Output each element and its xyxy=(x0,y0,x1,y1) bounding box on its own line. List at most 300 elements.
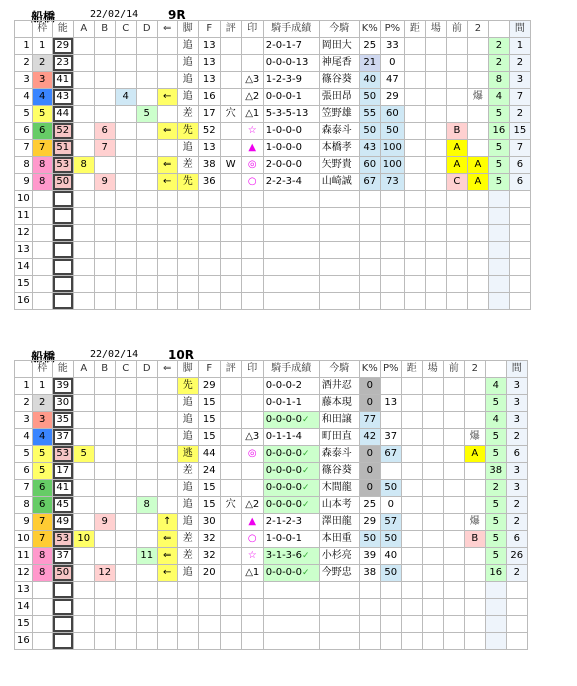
cell: 0-0-0-0✓ xyxy=(263,463,319,480)
cell xyxy=(115,242,136,259)
cell: 38 xyxy=(198,157,220,174)
header-cell xyxy=(15,21,33,38)
cell: 7 xyxy=(509,140,530,157)
cell: 13 xyxy=(380,395,401,412)
cell: 44 xyxy=(52,106,73,123)
header-cell: 2 xyxy=(464,361,485,378)
header-cell: C xyxy=(115,21,136,38)
table-row xyxy=(15,140,531,157)
cell xyxy=(220,191,241,208)
cell: 6 xyxy=(32,480,52,497)
cell: 0-0-0-0✓ xyxy=(263,412,319,429)
cell: 追 xyxy=(177,480,198,497)
cell xyxy=(136,208,157,225)
cell: 2 xyxy=(506,514,527,531)
cell xyxy=(464,378,485,395)
cell xyxy=(94,582,115,599)
cell: 5 xyxy=(488,140,509,157)
cell: 67 xyxy=(359,174,380,191)
cell: 2 xyxy=(509,55,530,72)
cell xyxy=(443,582,464,599)
header-cell: 前 xyxy=(443,361,464,378)
cell xyxy=(94,599,115,616)
cell: 本田重 xyxy=(319,531,359,548)
cell xyxy=(73,276,94,293)
header-cell: 場 xyxy=(422,361,443,378)
cell xyxy=(380,378,401,395)
cell xyxy=(220,531,241,548)
cell xyxy=(136,565,157,582)
cell xyxy=(380,242,404,259)
cell xyxy=(446,55,467,72)
header-cell: B xyxy=(94,21,115,38)
cell: 1-0-0-0 xyxy=(263,123,319,140)
cell xyxy=(94,208,115,225)
cell xyxy=(443,480,464,497)
cell xyxy=(52,225,73,242)
venue-title: 船橋 xyxy=(31,350,56,364)
cell: ◎ xyxy=(241,446,263,463)
cell xyxy=(263,225,319,242)
cell: 10 xyxy=(15,191,33,208)
cell: 50 xyxy=(52,565,73,582)
cell xyxy=(401,412,422,429)
race-number: 10R xyxy=(168,348,194,362)
cell xyxy=(94,429,115,446)
cell xyxy=(467,208,488,225)
cell: 5 xyxy=(485,548,506,565)
cell: 8 xyxy=(73,157,94,174)
cell xyxy=(136,395,157,412)
cell: 山崎誠 xyxy=(319,174,359,191)
cell: 37 xyxy=(52,548,73,565)
cell: ⇐ xyxy=(157,123,177,140)
header-cell: 枠 xyxy=(32,361,52,378)
cell xyxy=(157,395,177,412)
cell: 15 xyxy=(198,429,220,446)
cell xyxy=(464,616,485,633)
table-row xyxy=(15,106,531,123)
header-cell: 間 xyxy=(509,21,530,38)
cell: 5 xyxy=(485,531,506,548)
cell: 7 xyxy=(32,514,52,531)
cell: 4 xyxy=(32,89,52,106)
cell: ← xyxy=(157,174,177,191)
cell xyxy=(467,259,488,276)
cell xyxy=(73,242,94,259)
cell xyxy=(157,259,177,276)
cell: 0-0-0-13 xyxy=(263,55,319,72)
cell xyxy=(425,72,446,89)
cell xyxy=(198,599,220,616)
cell: 和田譲 xyxy=(319,412,359,429)
cell xyxy=(359,633,380,650)
cell xyxy=(136,463,157,480)
cell xyxy=(115,395,136,412)
cell xyxy=(52,293,73,310)
cell xyxy=(506,633,527,650)
cell: 2 xyxy=(506,429,527,446)
cell xyxy=(319,293,359,310)
cell xyxy=(422,565,443,582)
cell: 2-1-2-3 xyxy=(263,514,319,531)
cell xyxy=(425,174,446,191)
cell xyxy=(464,633,485,650)
cell xyxy=(319,259,359,276)
header-cell: 能 xyxy=(52,21,73,38)
cell xyxy=(263,633,319,650)
cell: 2-0-0-0 xyxy=(263,157,319,174)
cell xyxy=(94,633,115,650)
cell: 9 xyxy=(94,514,115,531)
cell xyxy=(467,293,488,310)
cell: 0-0-0-0✓ xyxy=(263,497,319,514)
cell xyxy=(380,616,401,633)
cell xyxy=(464,412,485,429)
cell xyxy=(198,225,220,242)
cell: 38 xyxy=(485,463,506,480)
cell: A xyxy=(467,157,488,174)
cell xyxy=(94,446,115,463)
cell: A xyxy=(464,446,485,463)
cell xyxy=(263,208,319,225)
cell: 先 xyxy=(177,123,198,140)
cell xyxy=(359,616,380,633)
cell xyxy=(380,633,401,650)
cell: 14 xyxy=(15,259,33,276)
cell xyxy=(241,55,263,72)
cell: 73 xyxy=(380,174,404,191)
cell: 30 xyxy=(52,395,73,412)
cell xyxy=(32,191,52,208)
cell xyxy=(422,497,443,514)
cell xyxy=(446,72,467,89)
cell xyxy=(443,616,464,633)
cell: 9 xyxy=(15,174,33,191)
check-icon: ✓ xyxy=(302,466,310,476)
header-cell xyxy=(485,361,506,378)
cell xyxy=(263,259,319,276)
cell xyxy=(443,497,464,514)
cell xyxy=(32,633,52,650)
cell: 4 xyxy=(15,89,33,106)
cell xyxy=(73,55,94,72)
cell xyxy=(404,191,425,208)
cell: 0-0-0-2 xyxy=(263,378,319,395)
cell: 3 xyxy=(32,72,52,89)
cell: 森泰斗 xyxy=(319,123,359,140)
cell: 4 xyxy=(485,378,506,395)
cell: 8 xyxy=(15,497,33,514)
cell xyxy=(52,191,73,208)
cell xyxy=(115,616,136,633)
cell xyxy=(73,429,94,446)
cell xyxy=(319,242,359,259)
cell: 16 xyxy=(198,89,220,106)
cell: 2 xyxy=(32,395,52,412)
cell xyxy=(157,140,177,157)
cell xyxy=(220,208,241,225)
cell xyxy=(404,89,425,106)
cell: 37 xyxy=(380,429,401,446)
cell xyxy=(464,548,485,565)
cell xyxy=(241,480,263,497)
race-date: 22/02/14 xyxy=(90,9,139,20)
cell xyxy=(220,616,241,633)
cell xyxy=(94,548,115,565)
cell xyxy=(94,38,115,55)
header-cell: 距 xyxy=(404,21,425,38)
table-row xyxy=(15,463,528,480)
cell xyxy=(32,599,52,616)
cell xyxy=(220,548,241,565)
cell xyxy=(404,293,425,310)
cell xyxy=(404,106,425,123)
cell xyxy=(177,242,198,259)
cell xyxy=(94,242,115,259)
cell: 1 xyxy=(15,38,33,55)
cell: 町田直 xyxy=(319,429,359,446)
cell: 2 xyxy=(488,38,509,55)
cell xyxy=(319,599,359,616)
table-row xyxy=(15,548,528,565)
cell: 32 xyxy=(198,548,220,565)
cell: 21 xyxy=(359,55,380,72)
table-row xyxy=(15,174,531,191)
cell: 45 xyxy=(52,497,73,514)
cell: ▲ xyxy=(241,140,263,157)
cell: 藤本現 xyxy=(319,395,359,412)
cell xyxy=(359,259,380,276)
cell xyxy=(136,531,157,548)
table-row xyxy=(15,429,528,446)
cell: 5 xyxy=(485,395,506,412)
cell: 追 xyxy=(177,38,198,55)
cell: 篠谷葵 xyxy=(319,72,359,89)
cell xyxy=(136,191,157,208)
cell xyxy=(73,259,94,276)
cell: 2 xyxy=(506,497,527,514)
cell xyxy=(115,208,136,225)
cell: 50 xyxy=(380,565,401,582)
cell xyxy=(73,191,94,208)
cell xyxy=(443,395,464,412)
header-cell: 2 xyxy=(467,21,488,38)
cell xyxy=(425,106,446,123)
header-cell: F xyxy=(198,361,220,378)
cell: 50 xyxy=(380,480,401,497)
cell xyxy=(115,463,136,480)
cell xyxy=(220,55,241,72)
cell: 0 xyxy=(359,446,380,463)
cell xyxy=(509,242,530,259)
cell: 7 xyxy=(94,140,115,157)
cell xyxy=(94,378,115,395)
cell xyxy=(241,378,263,395)
cell xyxy=(422,582,443,599)
cell: 50 xyxy=(359,531,380,548)
cell xyxy=(136,378,157,395)
cell xyxy=(422,514,443,531)
cell: 5 xyxy=(73,446,94,463)
cell: 森泰斗 xyxy=(319,446,359,463)
cell: 追 xyxy=(177,89,198,106)
header-cell: 今騎 xyxy=(319,21,359,38)
cell: 0 xyxy=(359,395,380,412)
cell xyxy=(241,38,263,55)
cell: ☆ xyxy=(241,123,263,140)
cell xyxy=(446,259,467,276)
cell: 12 xyxy=(15,225,33,242)
cell xyxy=(157,106,177,123)
cell xyxy=(380,225,404,242)
cell: 0 xyxy=(380,497,401,514)
cell xyxy=(94,157,115,174)
cell: 35 xyxy=(52,412,73,429)
cell xyxy=(157,599,177,616)
cell xyxy=(52,259,73,276)
cell: 4 xyxy=(32,429,52,446)
cell xyxy=(220,140,241,157)
cell: 8 xyxy=(15,157,33,174)
cell xyxy=(94,225,115,242)
cell: 2 xyxy=(506,565,527,582)
cell: 0-0-0-0✓ xyxy=(263,565,319,582)
cell: 53 xyxy=(52,531,73,548)
cell: 43 xyxy=(52,89,73,106)
cell xyxy=(220,225,241,242)
cell: 24 xyxy=(198,463,220,480)
cell: 52 xyxy=(52,123,73,140)
cell xyxy=(52,633,73,650)
cell xyxy=(380,582,401,599)
cell xyxy=(401,599,422,616)
cell xyxy=(425,208,446,225)
cell xyxy=(401,616,422,633)
cell: 3 xyxy=(15,412,33,429)
table-row xyxy=(15,531,528,548)
cell: 53 xyxy=(52,446,73,463)
cell: 29 xyxy=(380,89,404,106)
cell: 5 xyxy=(32,446,52,463)
cell xyxy=(220,514,241,531)
table-row xyxy=(15,446,528,463)
cell: ← xyxy=(157,89,177,106)
cell xyxy=(157,276,177,293)
cell: 29 xyxy=(52,38,73,55)
cell xyxy=(32,616,52,633)
cell xyxy=(115,157,136,174)
cell: 14 xyxy=(15,599,33,616)
cell xyxy=(488,293,509,310)
check-icon: ✓ xyxy=(302,415,310,425)
cell xyxy=(404,123,425,140)
cell xyxy=(198,633,220,650)
cell xyxy=(401,463,422,480)
cell xyxy=(488,242,509,259)
cell: 12 xyxy=(15,565,33,582)
cell: 17 xyxy=(52,463,73,480)
header-cell: K% xyxy=(359,21,380,38)
cell: 爆 xyxy=(464,514,485,531)
cell xyxy=(488,225,509,242)
cell xyxy=(220,72,241,89)
cell xyxy=(136,446,157,463)
cell: 5 xyxy=(485,429,506,446)
cell xyxy=(380,259,404,276)
cell xyxy=(136,259,157,276)
race-table xyxy=(14,20,531,310)
cell: 4 xyxy=(115,89,136,106)
cell xyxy=(359,293,380,310)
cell xyxy=(157,429,177,446)
cell xyxy=(157,633,177,650)
check-icon: ✓ xyxy=(302,500,310,510)
cell: 5 xyxy=(485,446,506,463)
header-cell: 脚 xyxy=(177,21,198,38)
cell xyxy=(157,497,177,514)
cell: 17 xyxy=(198,106,220,123)
cell xyxy=(443,548,464,565)
cell xyxy=(198,242,220,259)
cell: 0-0-0-0✓ xyxy=(263,480,319,497)
cell xyxy=(422,395,443,412)
cell: 15 xyxy=(198,480,220,497)
table-row xyxy=(15,582,528,599)
cell xyxy=(52,599,73,616)
cell xyxy=(177,191,198,208)
cell xyxy=(115,106,136,123)
cell xyxy=(359,242,380,259)
cell xyxy=(115,174,136,191)
check-icon: ✓ xyxy=(302,483,310,493)
cell: 0 xyxy=(359,480,380,497)
cell: ⇐ xyxy=(157,531,177,548)
race-10r xyxy=(0,344,577,646)
cell: 7 xyxy=(15,480,33,497)
cell xyxy=(401,395,422,412)
cell xyxy=(422,633,443,650)
cell xyxy=(241,191,263,208)
header-cell: 前 xyxy=(446,21,467,38)
cell xyxy=(263,242,319,259)
cell xyxy=(136,242,157,259)
header-cell: 印 xyxy=(241,21,263,38)
cell xyxy=(506,616,527,633)
cell: 16 xyxy=(15,633,33,650)
cell xyxy=(425,89,446,106)
cell: 6 xyxy=(15,123,33,140)
cell: 12 xyxy=(94,565,115,582)
cell: 差 xyxy=(177,548,198,565)
cell xyxy=(94,191,115,208)
cell: 3 xyxy=(506,378,527,395)
cell xyxy=(73,89,94,106)
cell xyxy=(157,242,177,259)
cell: 0-0-0-0✓ xyxy=(263,446,319,463)
cell: 60 xyxy=(380,106,404,123)
cell xyxy=(94,259,115,276)
cell: 42 xyxy=(359,429,380,446)
cell: 0 xyxy=(359,463,380,480)
cell xyxy=(404,225,425,242)
cell xyxy=(422,412,443,429)
table-row xyxy=(15,412,528,429)
cell: △2 xyxy=(241,89,263,106)
cell xyxy=(157,412,177,429)
cell xyxy=(198,191,220,208)
cell xyxy=(220,480,241,497)
